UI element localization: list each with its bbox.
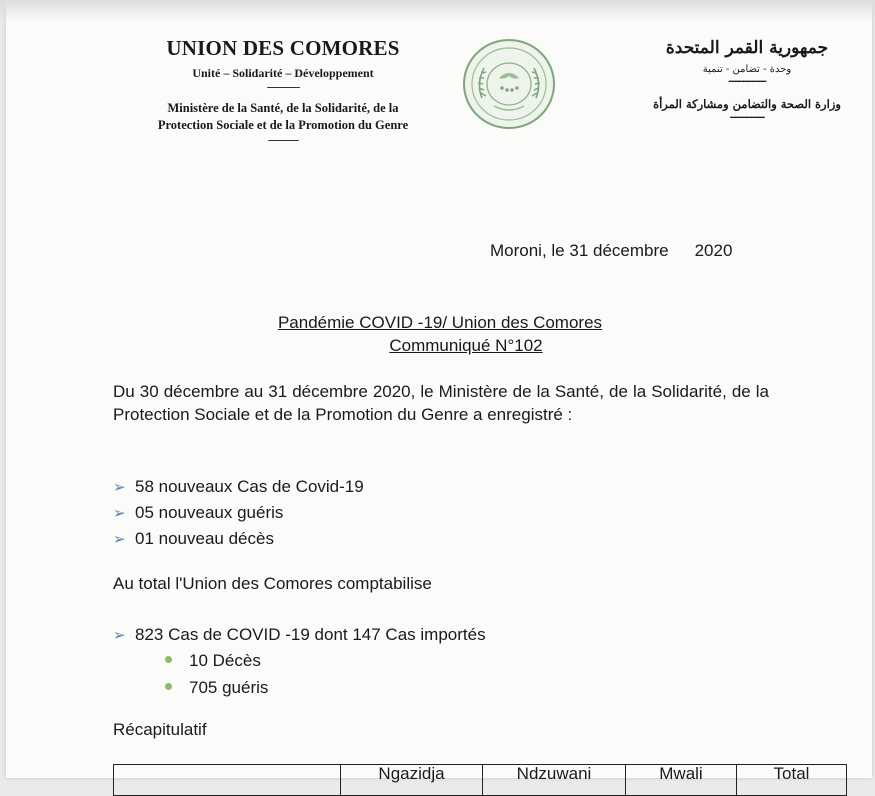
ministry-line-2: Protection Sociale et de la Promotion du Genre	[157, 118, 409, 132]
ministry-line-1: Ministère de la Santé, de la Solidarité, de la	[167, 101, 399, 115]
bullet-dot-icon	[165, 683, 172, 690]
table-header-ndzuwani: Ndzuwani	[483, 765, 626, 795]
list-item	[165, 647, 268, 674]
list-item	[113, 526, 364, 552]
ministry-name-ar: وزارة الصحة والتضامن ومشاركة المرأة	[653, 97, 841, 111]
header-right	[632, 38, 862, 123]
total-sub-list	[165, 647, 268, 701]
arrow-bullet-icon: ➢	[113, 627, 126, 644]
place-and-date	[490, 241, 732, 261]
separator-ar: ------------	[728, 76, 766, 87]
top-shadow	[0, 0, 875, 22]
list-item	[113, 622, 486, 648]
recap-table	[113, 764, 847, 796]
table-header-empty	[114, 765, 341, 795]
total-recovered: 705 guéris	[189, 678, 269, 697]
ministry-name-fr	[118, 100, 448, 134]
total-cases: 823 Cas de COVID -19 dont 147 Cas importés	[135, 625, 486, 644]
motto-ar: وحدة - تضامن - تنمية	[702, 64, 792, 75]
table-header-ngazidja: Ngazidja	[341, 765, 483, 795]
title-line-1: Pandémie COVID -19/ Union des Comores	[277, 313, 603, 332]
daily-figures-list	[113, 474, 364, 552]
arrow-bullet-icon: ➢	[113, 505, 126, 522]
motto-fr: Unité – Solidarité – Développement	[192, 66, 374, 80]
country-name-fr: UNION DES COMORES	[166, 36, 400, 60]
table-header-total: Total	[773, 764, 810, 783]
separator-2: -------------	[267, 135, 299, 146]
list-item	[113, 474, 364, 500]
date-year: 2020	[694, 241, 733, 260]
intro-paragraph: Du 30 décembre au 31 décembre 2020, le Ministère de la Santé, de la Solidarité, de la Protection Sociale et de la Promotion du Genre a enregistré :	[113, 382, 769, 424]
communique-title	[160, 311, 720, 357]
table-header-mwali: Mwali	[626, 765, 737, 795]
daily-recovered: 05 nouveaux guéris	[135, 503, 284, 522]
header-left	[118, 36, 448, 146]
arrow-bullet-icon: ➢	[113, 531, 126, 548]
arrow-bullet-icon: ➢	[113, 479, 126, 496]
list-item	[165, 674, 268, 701]
date-text: Moroni, le 31 décembre	[490, 241, 669, 260]
separator-ar-2: -----------	[729, 112, 765, 123]
list-item	[113, 500, 364, 526]
daily-deaths: 01 nouveau décès	[135, 529, 274, 548]
title-line-2: Communiqué N°102	[389, 336, 543, 355]
total-deaths: 10 Décès	[189, 651, 261, 670]
bullet-dot-icon	[165, 656, 172, 663]
daily-new-cases: 58 nouveaux Cas de Covid-19	[135, 477, 364, 496]
country-name-ar: جمهورية القمر المتحدة	[665, 38, 829, 58]
total-intro: Au total l'Union des Comores comptabilise	[113, 574, 432, 593]
separator: --------------	[266, 82, 300, 93]
total-figures-list	[113, 622, 486, 648]
national-seal-icon	[462, 38, 556, 130]
recap-label: Récapitulatif	[113, 720, 207, 739]
